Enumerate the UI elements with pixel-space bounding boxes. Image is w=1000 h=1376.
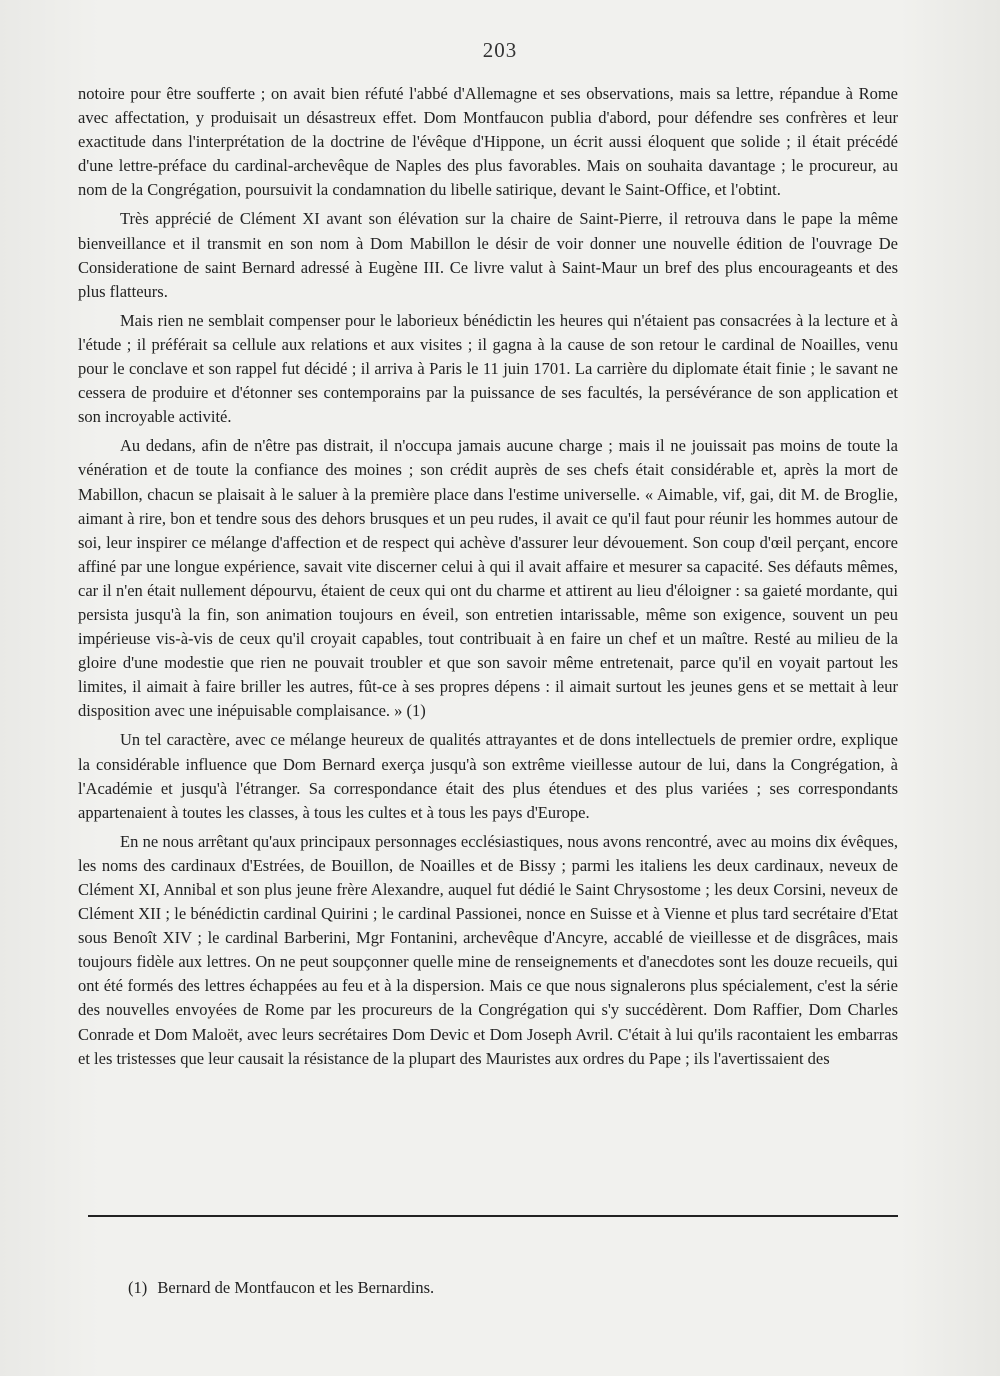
footnote-divider <box>88 1215 898 1217</box>
footnote-marker: (1) <box>128 1278 148 1297</box>
footnote <box>128 1278 434 1298</box>
paragraph-3: Mais rien ne semblait compenser pour le laborieux bénédictin les heures qui n'étaient pas consacrées à la lecture et à l'étude ; il préférait sa cellule aux relations et aux visites ; il gagna à la cause de son retour le cardinal de Noailles, venu pour le conclave et son rappel fut décidé ; il arriva à Paris le 11 juin 1701. La carrière du diplomate était finie ; le savant ne cessera de produire et d'étonner ses contemporains par la puissance de ses facultés, la persévérance de son application et son incroyable activité. <box>78 310 898 427</box>
page-number: 203 <box>482 38 518 62</box>
paragraph-2: Très apprécié de Clément XI avant son élévation sur la chaire de Saint-Pierre, il retrouva dans le pape la même bienveillance et il transmit en son nom à Dom Mabillon le désir de voir donner une nouvelle édition de l'ouvrage De Consideratione de saint Bernard adressé à Eugène III. Ce livre valut à Saint-Maur un bref des plus encourageants et des plus flatteurs. <box>78 209 898 301</box>
paragraph-6: En ne nous arrêtant qu'aux principaux personnages ecclésiastiques, nous avons rencontré, avec au moins dix évêques, les noms des cardinaux d'Estrées, de Bouillon, de Noailles et de Bissy ; parmi les italiens les deux cardinaux, neveux de Clément XI, Annibal et son plus jeune frère Alexandre, auquel fut dédié le Saint Chrysostome ; les deux Corsini, neveux de Clément XII ; le bénédictin cardinal Quirini ; le cardinal Passionei, nonce en Suisse et à Vienne et plus tard secrétaire d'Etat sous Benoît XIV ; le cardinal Barberini, Mgr Fontanini, archevêque d'Ancyre, accablé de vieillesse et de disgrâces, mais toujours fidèle aux lettres. On ne peut soupçonner quelle mine de renseignements et d'anecdotes sont les douze recueils, qui ont été formés des lettres échappées au feu et à la dispersion. Mais ce que nous signalerons plus spécialement, c'est la série des nouvelles envoyées de Rome par les procureurs de la Congrégation qui s'y succédèrent. Dom Raffier, Dom Charles Conrade et Dom Maloët, avec leurs secrétaires Dom Devic et Dom Joseph Avril. C'était à lui qu'ils racontaient les embarras et les tristesses que leur causait la résistance de la plupart des Mauristes aux ordres du Pape ; ils l'avertissaient des <box>78 831 898 1068</box>
paragraph-4: Au dedans, afin de n'être pas distrait, il n'occupa jamais aucune charge ; mais il ne jouissait pas moins de toute la vénération et de toute la confiance des moines ; son crédit auprès de ses chefs était considérable et, après la mort de Mabillon, chacun se plaisait à le saluer à la première place dans l'estime universelle. « Aimable, vif, gai, dit M. de Broglie, aimant à rire, bon et tendre sous des dehors brusques et un peu rudes, il avait ce qu'il faut pour réunir les hommes autour de soi, leur inspirer ce mélange d'affection et de respect qui achève d'assurer leur dévouement. Son coup d'œil perçant, encore affiné par une longue expérience, savait vite discerner celui à qui il avait affaire et mesurer sa capacité. Ses défauts mêmes, car il n'en était nullement dépourvu, étaient de ceux qui ont du charme et attirent au lieu d'éloigner : sa gaieté mordante, qui persista jusqu'à la fin, son animation toujours en éveil, son entretien intarissable, même son exigence, souvent un peu impérieuse vis-à-vis de ceux qu'il croyait capables, tout contribuait à en faire un chef et un maître. Resté au milieu de la gloire d'une modestie que rien ne pouvait troubler et que son savoir même entretenait, parce qu'il en voyait partout les limites, il aimait à faire briller les autres, fût-ce à ses propres dépens : il aimait surtout les jeunes gens et se mettait à leur disposition avec une inépuisable complaisance. » (1) <box>78 436 898 721</box>
paragraph-1: notoire pour être soufferte ; on avait bien réfuté l'abbé d'Allemagne et ses observations, mais sa lettre, répandue à Rome avec affectation, y produisait un désastreux effet. Dom Montfaucon publia d'abord, pour défendre ses confrères et leur exactitude dans l'interprétation de la doctrine de l'évêque d'Hippone, un écrit aussi éloquent que solide ; il était précédé d'une lettre-préface du cardinal-archevêque de Naples des plus favorables. Mais on souhaita davantage ; le procureur, au nom de la Congrégation, poursuivit la condamnation du libelle satirique, devant le Saint-Office, et l'obtint. <box>78 84 898 200</box>
body-text <box>78 82 898 1076</box>
footnote-text: Bernard de Montfaucon et les Bernardins. <box>157 1278 435 1297</box>
paragraph-5: Un tel caractère, avec ce mélange heureux de qualités attrayantes et de dons intellectuels de premier ordre, explique la considérable influence que Dom Bernard exerça jusqu'à son extrême vieillesse autour de lui, dans la Congrégation, à l'Académie et jusqu'à l'étranger. Sa correspondance était des plus étendues et des plus variées ; ses correspondants appartenaient à toutes les classes, à tous les cultes et à tous les pays d'Europe. <box>78 730 898 822</box>
